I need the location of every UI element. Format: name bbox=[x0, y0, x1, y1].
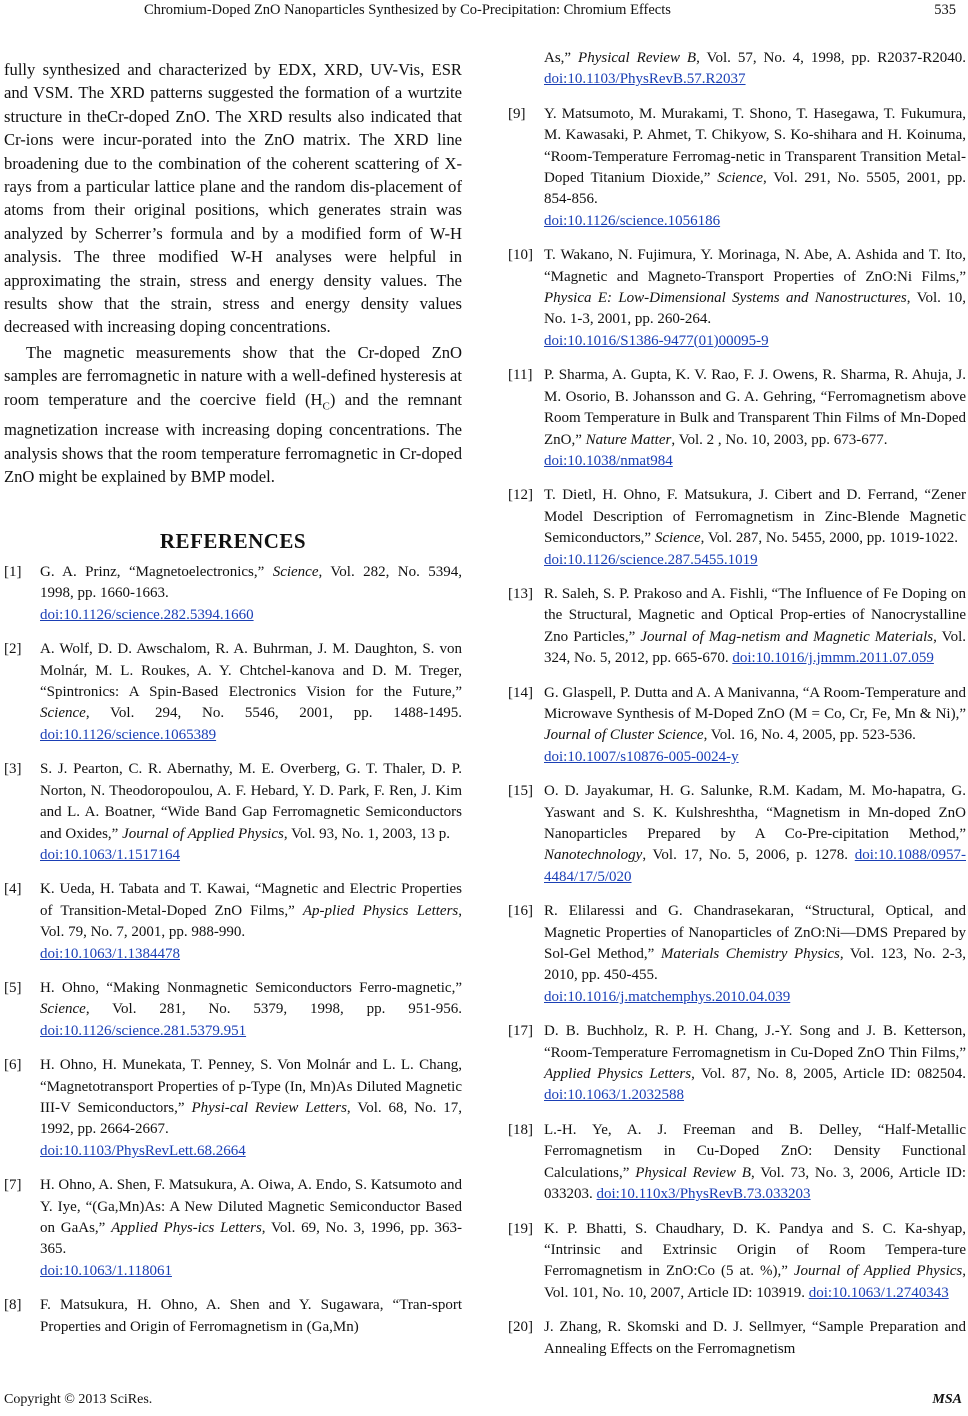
reference-text: T. Wakano, N. Fujimura, Y. Morinaga, N. Abe, A. Ashida and T. Ito, “Magnetic and Magneto-Transport Properties of ZnO:Ni Films,” bbox=[544, 247, 966, 285]
reference-details: , Vol. 57, No. 4, 1998, pp. R2037-R2040. bbox=[696, 50, 967, 66]
reference-text: H. Ohno, H. Munekata, T. Penney, S. Von Molnár and L. L. Chang, “Magnetotransport Properties of p-Type (In, Mn)As Diluted Magnetic III-V Semiconductors,” bbox=[40, 1057, 462, 1116]
reference-details: , Vol. 101, No. 10, 2007, Article ID: 103919. bbox=[544, 1263, 966, 1301]
reference-doi-link[interactable]: doi:10.1063/1.118061 bbox=[40, 1262, 172, 1279]
reference-text: As,” bbox=[544, 50, 579, 66]
reference-doi-link[interactable]: doi:10.1007/s10876-005-0024-y bbox=[544, 748, 739, 765]
reference-item bbox=[508, 1219, 966, 1305]
reference-journal: Science bbox=[272, 564, 319, 581]
reference-details: , Vol. 16, No. 4, 2005, pp. 523-536. bbox=[703, 727, 916, 744]
reference-number: [8] bbox=[4, 1297, 22, 1314]
reference-details: , Vol. 68, No. 17, 1992, pp. 2664-2667. bbox=[40, 1099, 462, 1138]
reference-journal: Nanotechnology bbox=[544, 847, 643, 864]
reference-doi-link[interactable]: doi:10.1016/S1386-9477(01)00095-9 bbox=[544, 332, 769, 349]
reference-details: , Vol. 87, No. 8, 2005, Article ID: 082504. bbox=[691, 1066, 966, 1083]
reference-text: H. Ohno, A. Shen, F. Matsukura, A. Oiwa, A. Endo, S. Katsumoto and Y. Iye, “(Ga,Mn)As: A New Diluted Magnetic Semiconductor Based on GaAs,” bbox=[40, 1177, 462, 1236]
reference-details: , Vol. 73, No. 3, 2006, Article ID: 033203. bbox=[544, 1164, 966, 1203]
reference-journal: Journal of Cluster Science bbox=[544, 727, 704, 744]
reference-doi-link[interactable]: doi:10.110x3/PhysRevB.73.033203 bbox=[596, 1186, 811, 1203]
reference-doi-link[interactable]: doi:10.1016/j.jmmm.2011.07.059 bbox=[732, 650, 934, 667]
para2-text-b: ) and the remnant magnetization increase with increasing doping concentrations. The analysis shows that the room temperature ferromagnetic in Cr-doped ZnO might be explained by BMP model. bbox=[4, 389, 462, 487]
reference-doi-link[interactable]: doi:10.1126/science.281.5379.951 bbox=[40, 1022, 247, 1039]
body-paragraph-1: fully synthesized and characterized by EDX, XRD, UV-Vis, ESR and VSM. The XRD patterns suggested the formation of a wurtzite structure in theCr-doped ZnO. The XRD results also indicated that Cr-ions were incur-porated into the ZnO matrix. The XRD line broadening due to the combination of the coherent scattering of X-rays from a particular lattice plane and the random dis-placement of atoms from their original positions, which generates strain was analyzed by Scherrer’s formula and by a modified form of W-H analysis. The three modified W-H analyses were helpful in approximating the strain, stress and energy density values. The results show that the strain, stress and energy density values decreased with increasing doping concentrations. bbox=[4, 60, 462, 337]
reference-details: , Vol. 79, No. 7, 2001, pp. 988-990. bbox=[40, 902, 462, 941]
reference-text: K. Ueda, H. Tabata and T. Kawai, “Magnetic and Electric Properties of Transition-Metal-Doped ZnO Films,” bbox=[40, 881, 462, 919]
reference-doi-link[interactable]: doi:10.1016/j.matchemphys.2010.04.039 bbox=[544, 988, 791, 1005]
reference-journal: Physical Review B bbox=[578, 50, 697, 66]
reference-number: [16] bbox=[508, 903, 533, 920]
reference-text: K. P. Bhatti, S. Chaudhary, D. K. Pandya and S. C. Ka-shyap, “Intrinsic and Extrinsic Origin of Room Tempera-ture Ferromagnetism in ZnO:Co (5 at. %),” bbox=[544, 1220, 966, 1280]
reference-item bbox=[4, 1175, 462, 1282]
reference-item bbox=[508, 584, 966, 670]
reference-details: , Vol. 123, No. 2-3, 2010, pp. 450-455. bbox=[544, 946, 966, 984]
reference-text: F. Matsukura, H. Ohno, A. Shen and Y. Sugawara, “Tran-sport Properties and Origin of Ferromagnetism in (Ga,Mn) bbox=[40, 1297, 462, 1335]
reference-item bbox=[4, 1295, 462, 1338]
reference-text: J. Zhang, R. Skomski and D. J. Sellmyer, “Sample Preparation and Annealing Effects on the Ferromagnetism bbox=[544, 1319, 966, 1357]
reference-number: [1] bbox=[4, 564, 22, 581]
reference-text: S. J. Pearton, C. R. Abernathy, M. E. Overberg, G. T. Thaler, D. P. Norton, N. Theodoropoulou, A. F. Hebard, Y. D. Park, F. Ren, J. Kim and L. A. Boatner, “Wide Band Gap Ferromagnetic Semiconductors and Oxides,” bbox=[40, 761, 462, 842]
reference-details: , Vol. 282, No. 5394, 1998, pp. 1660-1663. bbox=[40, 564, 462, 602]
reference-number: [10] bbox=[508, 247, 533, 264]
reference-item bbox=[508, 781, 966, 888]
body-paragraph-2 bbox=[4, 341, 462, 489]
reference-details: , Vol. 10, No. 1-3, 2001, pp. 260-264. bbox=[544, 290, 967, 328]
reference-number: [19] bbox=[508, 1220, 533, 1237]
reference-text: O. D. Jayakumar, H. G. Salunke, R.M. Kadam, M. Mo-hapatra, G. Yaswant and S. K. Kulshreshtha, “Magnetism in Mn-doped ZnO Nanoparticles Prepared by A Co-Pre-cipitation Method,” bbox=[544, 783, 966, 842]
copyright-notice: Copyright © 2013 SciRes. bbox=[4, 1392, 153, 1407]
reference-number: [17] bbox=[508, 1023, 533, 1040]
reference-journal: Journal of Mag-netism and Magnetic Materials bbox=[640, 628, 934, 645]
reference-item bbox=[508, 104, 966, 232]
right-column bbox=[508, 48, 966, 1373]
reference-number: [20] bbox=[508, 1319, 533, 1336]
reference-item bbox=[508, 365, 966, 472]
reference-doi-link[interactable]: doi:10.1038/nmat984 bbox=[544, 452, 673, 469]
reference-number: [7] bbox=[4, 1177, 22, 1194]
reference-journal: Science bbox=[40, 1001, 86, 1018]
reference-doi-link[interactable]: doi:10.1063/1.1384478 bbox=[40, 945, 181, 962]
reference-doi-link[interactable]: doi:10.1126/science.1065389 bbox=[40, 726, 217, 743]
reference-doi-link[interactable]: doi:10.1126/science.282.5394.1660 bbox=[40, 606, 254, 623]
reference-number: [18] bbox=[508, 1121, 533, 1138]
reference-details: , Vol. 17, No. 5, 2006, p. 1278. bbox=[642, 847, 855, 864]
reference-text: H. Ohno, “Making Nonmagnetic Semiconductors Ferro-magnetic,” bbox=[40, 979, 462, 996]
reference-text: T. Dietl, H. Ohno, F. Matsukura, J. Cibert and D. Ferrand, “Zener Model Description of Ferromagnetism in Zinc-Blende Magnetic Semiconductors,” bbox=[544, 487, 966, 547]
reference-doi-link[interactable]: doi:10.1088/0957-4484/17/5/020 bbox=[544, 847, 966, 885]
reference-item bbox=[4, 759, 462, 866]
reference-journal: Nature Matter bbox=[585, 431, 672, 448]
running-title: Chromium-Doped ZnO Nanoparticles Synthesized by Co-Precipitation: Chromium Effects bbox=[144, 2, 671, 18]
reference-details: , Vol. 294, No. 5546, 2001, pp. 1488-1495. bbox=[85, 705, 462, 722]
reference-text: G. A. Prinz, “Magnetoelectronics,” bbox=[40, 564, 273, 581]
reference-item bbox=[4, 562, 462, 626]
reference-doi-link[interactable]: doi:10.1063/1.2032588 bbox=[544, 1087, 685, 1104]
left-column bbox=[4, 58, 462, 1351]
reference-journal: Science bbox=[717, 170, 764, 187]
reference-number: [12] bbox=[508, 487, 533, 504]
reference-journal: Science bbox=[40, 705, 86, 722]
reference-details: , Vol. 2 , No. 10, 2003, pp. 673-677. bbox=[671, 431, 888, 448]
references-heading: REFERENCES bbox=[159, 528, 307, 553]
reference-journal: Journal of Applied Physics bbox=[793, 1263, 963, 1280]
reference-item bbox=[508, 1021, 966, 1107]
reference-list-right bbox=[508, 48, 966, 1360]
reference-doi-link[interactable]: doi:10.1126/science.1056186 bbox=[544, 212, 721, 229]
running-header bbox=[0, 2, 968, 22]
reference-doi-link[interactable]: doi:10.1063/1.2740343 bbox=[808, 1284, 949, 1301]
reference-text: R. Elilaressi and G. Chandrasekaran, “Structural, Optical, and Magnetic Properties of Nanoparticles of ZnO:Ni—DMS Prepared by Sol-Gel Method,” bbox=[544, 903, 966, 963]
reference-item bbox=[508, 485, 966, 571]
reference-text: P. Sharma, A. Gupta, K. V. Rao, F. J. Owens, R. Sharma, R. Ahuja, J. M. Osorio, B. Johansson and G. A. Gehring, “Ferromagnetism above Room Temperature in Bulk and Transparent Thin Films of Mn-Doped ZnO,” bbox=[544, 367, 966, 448]
reference-journal: Ap-plied Physics Letters bbox=[302, 902, 459, 919]
reference-number: [15] bbox=[508, 783, 533, 800]
reference-details: , Vol. 93, No. 1, 2003, 13 p. bbox=[283, 825, 450, 842]
reference-item bbox=[508, 901, 966, 1008]
reference-list-left bbox=[4, 562, 462, 1338]
reference-text: L.-H. Ye, A. J. Freeman and B. Delley, “Half-Metallic Ferromagnetism in Cu-Doped ZnO: Density Functional Calculations,” bbox=[544, 1121, 966, 1181]
reference-journal: Materials Chemistry Physics bbox=[660, 946, 840, 963]
reference-doi-link[interactable]: doi:10.1103/PhysRevLett.68.2664 bbox=[40, 1142, 246, 1159]
reference-item bbox=[508, 1120, 966, 1206]
reference-journal: Physical Review B bbox=[635, 1164, 751, 1181]
reference-text: D. B. Buchholz, R. P. H. Chang, J.-Y. Song and J. B. Ketterson, “Room-Temperature Ferromagnetism in Cu-Doped ZnO Thin Films,” bbox=[544, 1023, 966, 1061]
para2-text-a: The magnetic measurements show that the Cr-doped ZnO samples are ferromagnetic in nature with a well-defined hysteresis at room temperature and the coercive field (H bbox=[4, 342, 462, 409]
reference-journal: Science bbox=[654, 530, 701, 547]
coercive-field-subscript: C bbox=[322, 400, 330, 412]
reference-item bbox=[4, 639, 462, 746]
reference-text: A. Wolf, D. D. Awschalom, R. A. Buhrman, J. M. Daughton, S. von Molnár, M. L. Roukes, A. Y. Chtchel-kanova and D. M. Treger, “Spintronics: A Spin-Based Electronics Vision for the Future,” bbox=[40, 641, 462, 701]
reference-journal: Applied Phys-ics Letters bbox=[111, 1220, 262, 1236]
reference-journal: Physi-cal Review Letters bbox=[191, 1099, 347, 1116]
reference-details: , Vol. 281, No. 5379, 1998, pp. 951-956. bbox=[85, 1001, 462, 1018]
reference-journal: Physica E: Low-Dimensional Systems and Nanostructures bbox=[544, 290, 907, 307]
journal-abbrev: MSA bbox=[932, 1392, 962, 1407]
reference-number: [4] bbox=[4, 881, 22, 898]
reference-number: [11] bbox=[508, 367, 533, 384]
reference-journal: Journal of Applied Physics bbox=[122, 825, 284, 842]
reference-number: [9] bbox=[508, 105, 526, 122]
reference-text: R. Saleh, S. P. Prakoso and A. Fishli, “The Influence of Fe Doping on the Structural, Magnetic and Optical Prop-erties of Nanocrystalline Zno Particles,” bbox=[544, 585, 966, 645]
reference-item bbox=[4, 978, 462, 1042]
reference-details: , Vol. 291, No. 5505, 2001, pp. 854-856. bbox=[544, 170, 966, 208]
reference-doi-link[interactable]: doi:10.1126/science.287.5455.1019 bbox=[544, 551, 758, 568]
reference-number: [13] bbox=[508, 585, 533, 602]
reference-item bbox=[508, 245, 966, 352]
reference-details: , Vol. 69, No. 3, 1996, pp. 363-365. bbox=[40, 1220, 463, 1258]
reference-item bbox=[508, 683, 966, 769]
reference-text: G. Glaspell, P. Dutta and A. A Manivanna, “A Room-Temperature and Microwave Synthesis of M-Doped ZnO (M = Co, Cr, Fe, Mn & Ni),” bbox=[544, 684, 966, 722]
reference-item bbox=[4, 879, 462, 965]
reference-item bbox=[4, 1055, 462, 1162]
reference-number: [14] bbox=[508, 684, 533, 701]
reference-item bbox=[508, 48, 966, 91]
reference-number: [3] bbox=[4, 761, 22, 778]
reference-text: Y. Matsumoto, M. Murakami, T. Shono, T. Hasegawa, T. Fukumura, M. Kawasaki, P. Ahmet, T. Chikyow, S. Ko-shihara and H. Koinuma, “Room-Temperature Ferromag-netic in Transparent Transition Metal-Doped Titanium Dioxide,” bbox=[544, 105, 966, 187]
reference-details: , Vol. 324, No. 5, 2012, pp. 665-670. bbox=[544, 628, 966, 667]
reference-number: [6] bbox=[4, 1057, 22, 1074]
reference-item bbox=[508, 1317, 966, 1360]
page-number: 535 bbox=[934, 2, 956, 18]
reference-doi-link[interactable]: doi:10.1103/PhysRevB.57.R2037 bbox=[544, 71, 746, 88]
reference-number: [5] bbox=[4, 979, 22, 996]
reference-doi-link[interactable]: doi:10.1063/1.1517164 bbox=[40, 846, 181, 863]
reference-journal: Applied Physics Letters bbox=[544, 1066, 692, 1083]
reference-number: [2] bbox=[4, 641, 22, 658]
reference-details: , Vol. 287, No. 5455, 2000, pp. 1019-1022. bbox=[700, 530, 958, 547]
